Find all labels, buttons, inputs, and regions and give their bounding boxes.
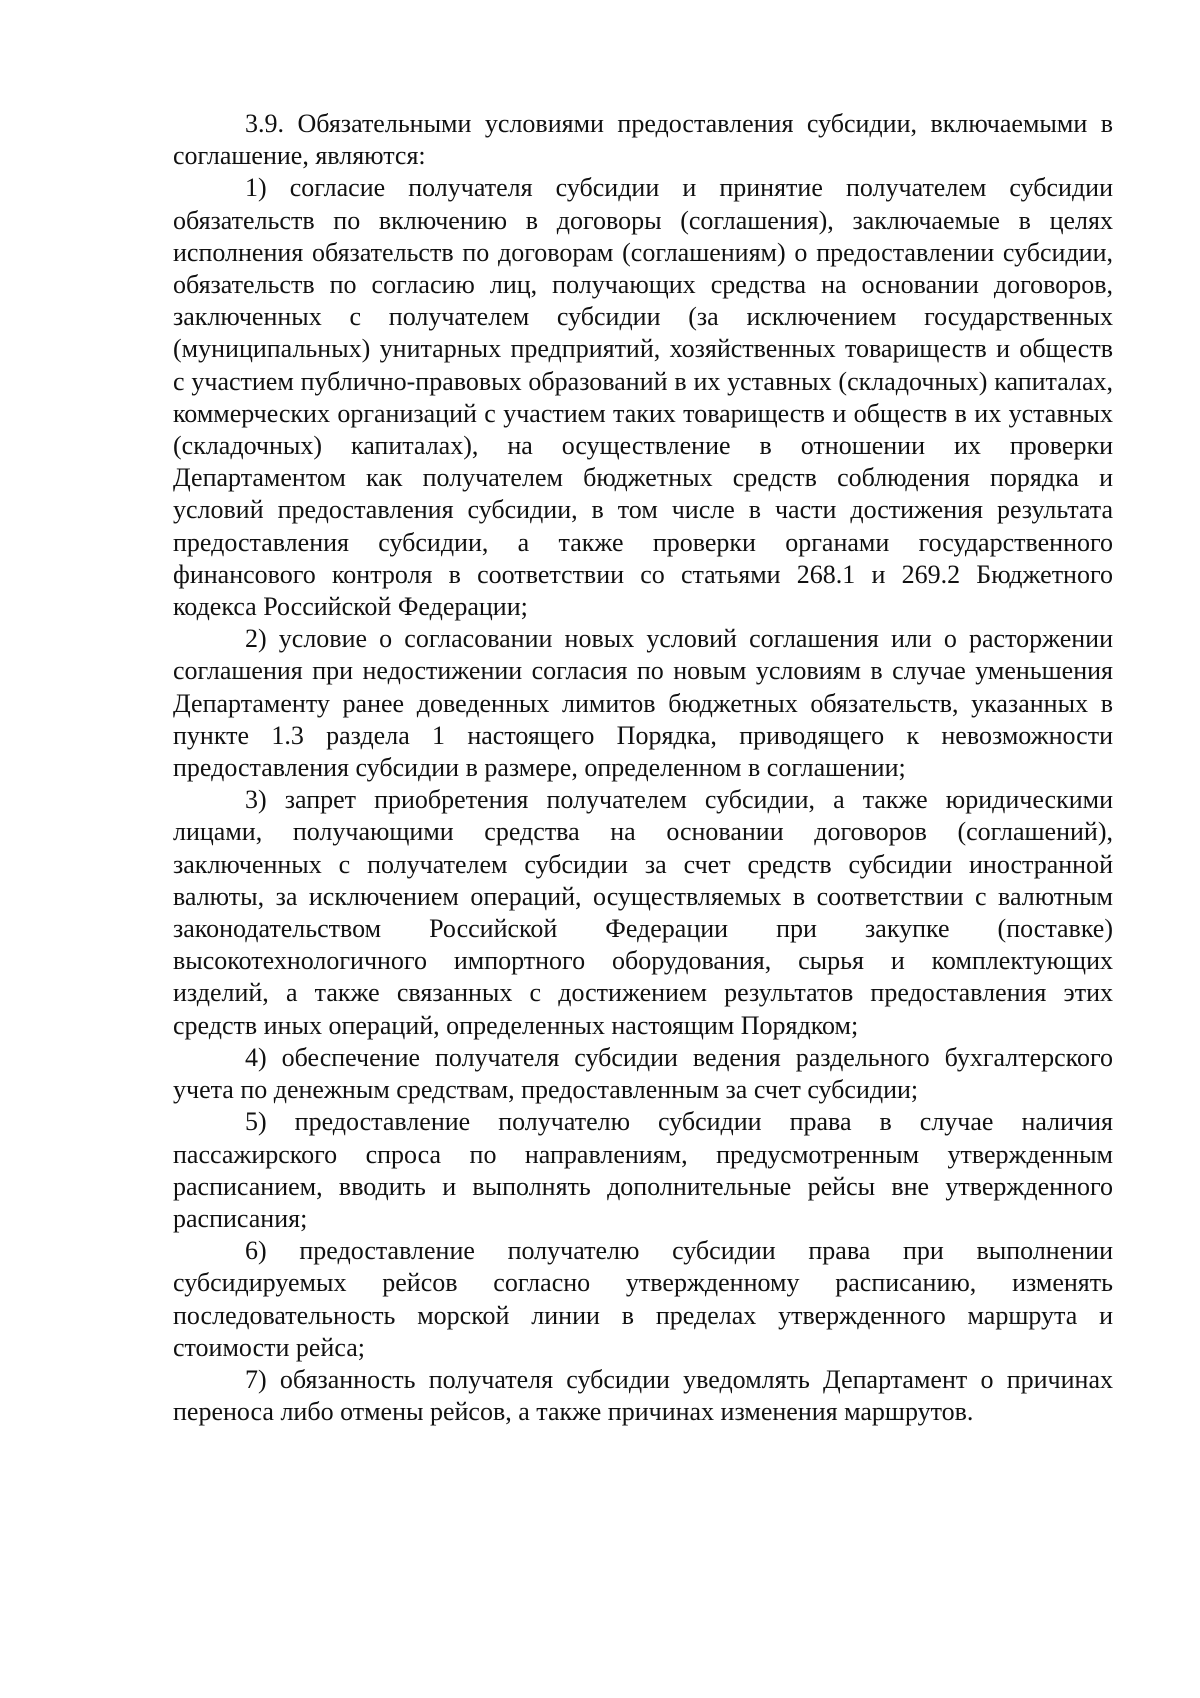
document-page xyxy=(173,108,1113,1428)
paragraph-item-3: 3) запрет приобретения получателем субсидии, а также юридическими лицами, получающими средства на основании договоров (соглашений), заключенных с получателем субсидии за счет средств субсидии иностранной валюты, за исключением операций, осуществляемых в соответствии с валютным законодательством Российской Федерации при закупке (поставке) высокотехнологичного импортного оборудования, сырья и комплектующих изделий, а также связанных с достижением результатов предоставления этих средств иных операций, определенных настоящим Порядком; xyxy=(173,785,1113,1040)
paragraph-item-7: 7) обязанность получателя субсидии уведомлять Департамент о причинах переноса либо отмены рейсов, а также причинах изменения маршрутов. xyxy=(173,1364,1113,1427)
paragraph-item-1: 1) согласие получателя субсидии и принятие получателем субсидии обязательств по включению в договоры (соглашения), заключаемые в целях исполнения обязательств по договорам (соглашениям) о предоставлении субсидии, обязательств по согласию лиц, получающих средства на основании договоров, заключенных с получателем субсидии (за исключением государственных (муниципальных) унитарных предприятий, хозяйственных товариществ и обществ с участием публично-правовых образований в их уставных (складочных) капиталах, коммерческих организаций с участием таких товариществ и обществ в их уставных (складочных) капиталах), на осуществление в отношении их проверки Департаментом как получателем бюджетных средств соблюдения порядка и условий предоставления субсидии, в том числе в части достижения результата предоставления субсидии, а также проверки органами государственного финансового контроля в соответствии со статьями 268.1 и 269.2 Бюджетного кодекса Российской Федерации; xyxy=(173,173,1113,622)
paragraph-item-6: 6) предоставление получателю субсидии права при выполнении субсидируемых рейсов согласно утвержденному расписанию, изменять последовательность морской линии в пределах утвержденного маршрута и стоимости рейса; xyxy=(173,1236,1113,1362)
paragraph-3-9-intro: 3.9. Обязательными условиями предоставления субсидии, включаемыми в соглашение, являются: xyxy=(173,109,1113,171)
paragraph-item-4: 4) обеспечение получателя субсидии ведения раздельного бухгалтерского учета по денежным средствам, предоставленным за счет субсидии; xyxy=(173,1042,1113,1105)
paragraph-item-2: 2) условие о согласовании новых условий соглашения или о расторжении соглашения при недостижении согласия по новым условиям в случае уменьшения Департаменту ранее доведенных лимитов бюджетных обязательств, указанных в пункте 1.3 раздела 1 настоящего Порядка, приводящего к невозможности предоставления субсидии в размере, определенном в соглашении; xyxy=(173,624,1113,783)
paragraph-item-5: 5) предоставление получателю субсидии права в случае наличия пассажирского спроса по направлениям, предусмотренным утвержденным расписанием, вводить и выполнять дополнительные рейсы вне утвержденного расписания; xyxy=(173,1107,1113,1233)
